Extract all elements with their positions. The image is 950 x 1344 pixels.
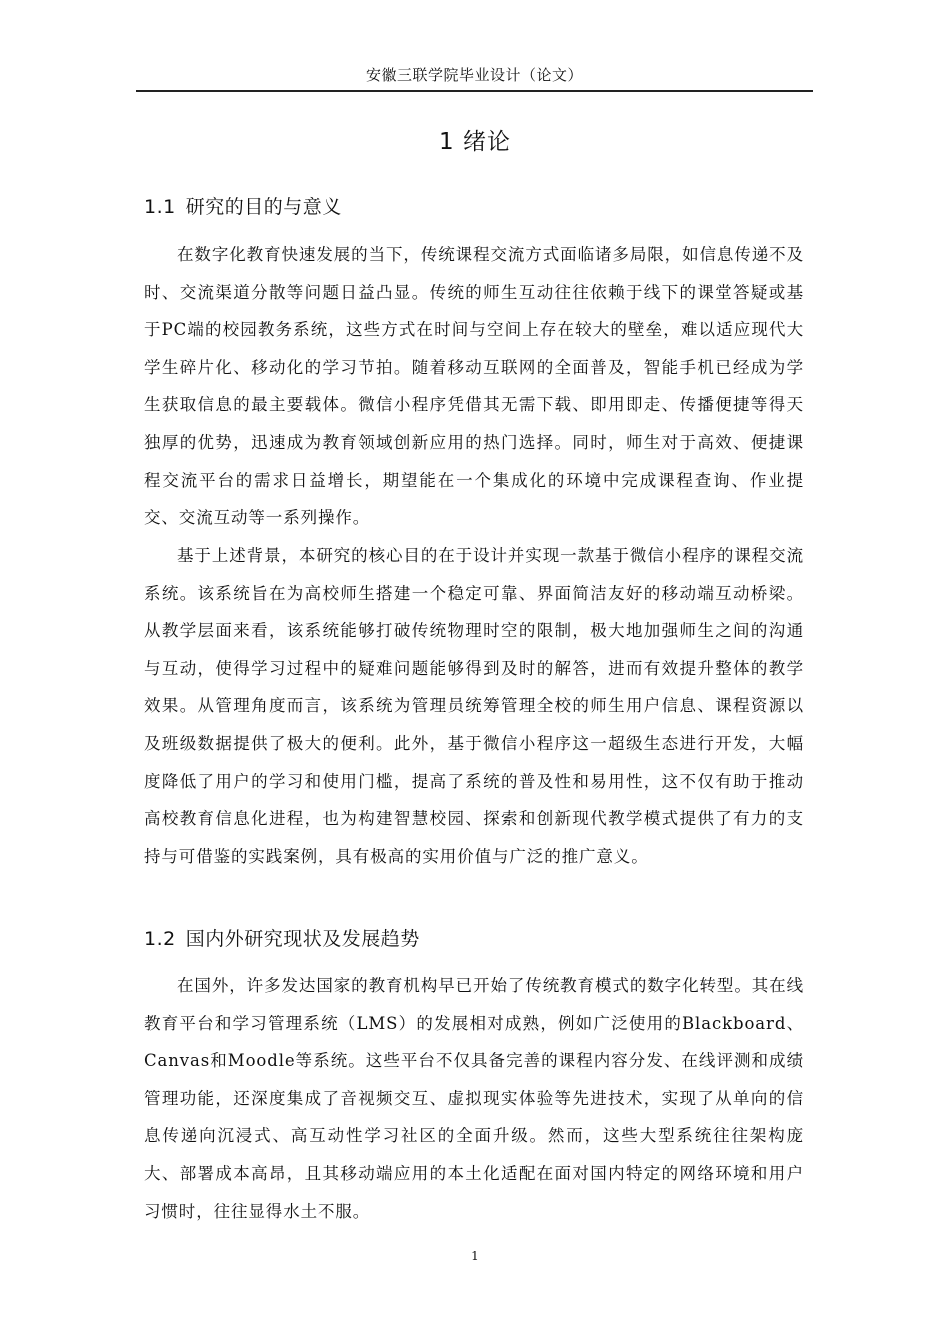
page-number: 1 — [471, 1249, 479, 1263]
chapter-title: 1 绪论 — [439, 129, 511, 155]
section-number: 1.2 — [144, 928, 176, 950]
paragraph: 基于上述背景，本研究的核心目的在于设计并实现一款基于微信小程序的课程交流系统。该系统旨在为高校师生搭建一个稳定可靠、界面简洁友好的移动端互动桥梁。从教学层面来看，该系统能够打破传统物理时空的限制，极大地加强师生之间的沟通与互动，使得学习过程中的疑难问题能够得到及时的解答，进而有效提升整体的教学效果。从管理角度而言，该系统为管理员统筹管理全校的师生用户信息、课程资源以及班级数据提供了极大的便利。此外，基于微信小程序这一超级生态进行开发，大幅度降低了用户的学习和使用门槛，提高了系统的普及性和易用性，这不仅有助于推动高校教育信息化进程，也为构建智慧校园、探索和创新现代教学模式提供了有力的支持与可借鉴的实践案例，具有极高的实用价值与广泛的推广意义。 — [144, 546, 804, 866]
paragraph: 在国外，许多发达国家的教育机构早已开始了传统教育模式的数字化转型。其在线教育平台和学习管理系统（LMS）的发展相对成熟，例如广泛使用的Blackboard、Canvas和Moodle等系统。这些平台不仅具备完善的课程内容分发、在线评测和成绩管理功能，还深度集成了音视频交互、虚拟现实体验等先进技术，实现了从单向的信息传递向沉浸式、高互动性学习社区的全面升级。然而，这些大型系统往往架构庞大、部署成本高昂，且其移动端应用的本土化适配在面对国内特定的网络环境和用户习惯时，往往显得水土不服。 — [144, 976, 804, 1221]
section-number: 1.1 — [144, 196, 176, 218]
section-title-text: 研究的目的与意义 — [185, 196, 342, 218]
section-title-text: 国内外研究现状及发展趋势 — [185, 928, 420, 950]
section-heading-1-1 — [144, 192, 342, 222]
header-title: 安徽三联学院毕业设计（论文） — [365, 66, 583, 84]
page-header — [136, 64, 813, 92]
section-heading-1-2 — [144, 924, 420, 954]
paragraph: 在数字化教育快速发展的当下，传统课程交流方式面临诸多局限，如信息传递不及时、交流渠道分散等问题日益凸显。传统的师生互动往往依赖于线下的课堂答疑或基于PC端的校园教务系统，这些方式在时间与空间上存在较大的壁垒，难以适应现代大学生碎片化、移动化的学习节拍。随着移动互联网的全面普及，智能手机已经成为学生获取信息的最主要载体。微信小程序凭借其无需下载、即用即走、传播便捷等得天独厚的优势，迅速成为教育领域创新应用的热门选择。同时，师生对于高效、便捷课程交流平台的需求日益增长，期望能在一个集成化的环境中完成课程查询、作业提交、交流互动等一系列操作。 — [144, 245, 804, 528]
